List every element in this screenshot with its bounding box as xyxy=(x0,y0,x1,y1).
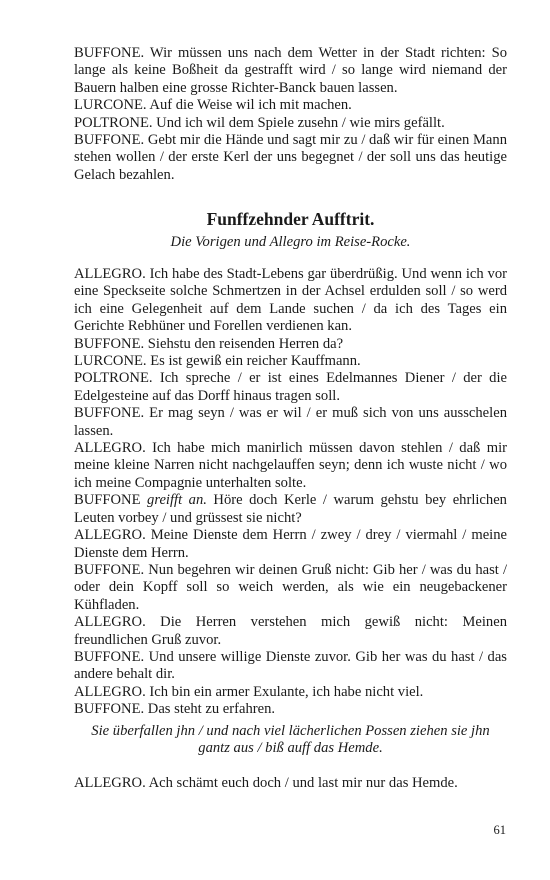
dialog-line: BUFFONE. Das steht zu erfahren. xyxy=(74,701,276,718)
dialog-line: BUFFONE. Und unsere willige Dienste zuvor. Gib her was du hast / das andere behalt dir. xyxy=(74,648,507,683)
dialog-line: POLTRONE. Ich spreche / er ist eines Edelmannes Diener / der die Edelgesteine auf das Dorff hinaus tragen soll. xyxy=(74,370,507,404)
dialog-line: ALLEGRO. Die Herren verstehen mich gewiß nicht: Meinen freundlichen Gruß zuvor. xyxy=(74,614,507,648)
dialog-block-closing xyxy=(74,775,507,792)
speech-text: Höre doch Kerle / warum gehstu bey ehrlichen Leuten vorbey / und grüssest sie nicht? xyxy=(74,492,507,526)
scene-heading: Funffzehnder Aufftrit. xyxy=(206,209,375,229)
dialog-block-scene xyxy=(74,266,507,719)
dialog-line: BUFFONE. Nun begehren wir deinen Gruß nicht: Gib her / was du hast / oder dein Kopff soll so weich werden, als wie ein neugebackener Kühfladen. xyxy=(74,561,507,613)
dialog-line: BUFFONE. Wir müssen uns nach dem Wetter in der Stadt richten: So lange als keine Boßheit da gestrafft wird / so lange wird niemand der Bauern halben eine grosse Richter-Banck bauen lassen. xyxy=(74,45,507,96)
dialog-line: ALLEGRO. Ich bin ein armer Exulante, ich habe nicht viel. xyxy=(74,683,424,700)
dialog-line: LURCONE. Es ist gewiß ein reicher Kauffmann. xyxy=(74,353,361,370)
dialog-line: BUFFONE. Er mag seyn / was er wil / er muß sich von uns ausschelen lassen. xyxy=(74,405,507,439)
dialog-line: LURCONE. Auf die Weise wil ich mit machen. xyxy=(74,97,352,114)
inline-stage-direction: greifft an. xyxy=(147,492,207,509)
dialog-block-opening xyxy=(74,45,507,184)
speaker-name: BUFFONE xyxy=(74,492,141,509)
dialog-line: ALLEGRO. Meine Dienste dem Herrn / zwey / drey / viermahl / meine Dienste dem Herrn. xyxy=(74,527,507,561)
dialog-line: ALLEGRO. Ich habe des Stadt-Lebens gar überdrüßig. Und wenn ich vor eine Speckseite solche Schmertzen in der Achsel erdulden soll / so werd ich eine Gelegenheit auf dem Lande suchen / da ich des Tages ein Gerichte Rebhüner und Forellen verdienen kan. xyxy=(74,266,507,335)
dialog-line: POLTRONE. Und ich wil dem Spiele zusehn / wie mirs gefällt. xyxy=(74,114,445,131)
page-number: 61 xyxy=(493,823,506,837)
dialog-line: ALLEGRO. Ach schämt euch doch / und last mir nur das Hemde. xyxy=(74,775,458,791)
scene-stage-direction: Die Vorigen und Allegro im Reise-Rocke. xyxy=(170,234,411,250)
dialog-line: BUFFONE. Gebt mir die Hände und sagt mir zu / daß wir für einen Mann stehen wollen / der erste Kerl der uns begegnet / der soll uns das heutige Gelach bezahlen. xyxy=(74,132,507,183)
stage-direction: Sie überfallen jhn / und nach viel lächerlichen Possen ziehen sie jhn gantz aus / biß auff das Hemde. xyxy=(91,723,490,757)
dialog-line: BUFFONE. Siehstu den reisenden Herren da? xyxy=(74,335,344,352)
dialog-line: ALLEGRO. Ich habe mich manirlich müssen davon stehlen / daß mir meine kleine Narren nicht nachgelauffen seyn; denn ich wuste nicht / wo ich meine Compagnie unterhalten solte. xyxy=(74,440,507,491)
dialog-line-with-direction xyxy=(74,492,507,527)
